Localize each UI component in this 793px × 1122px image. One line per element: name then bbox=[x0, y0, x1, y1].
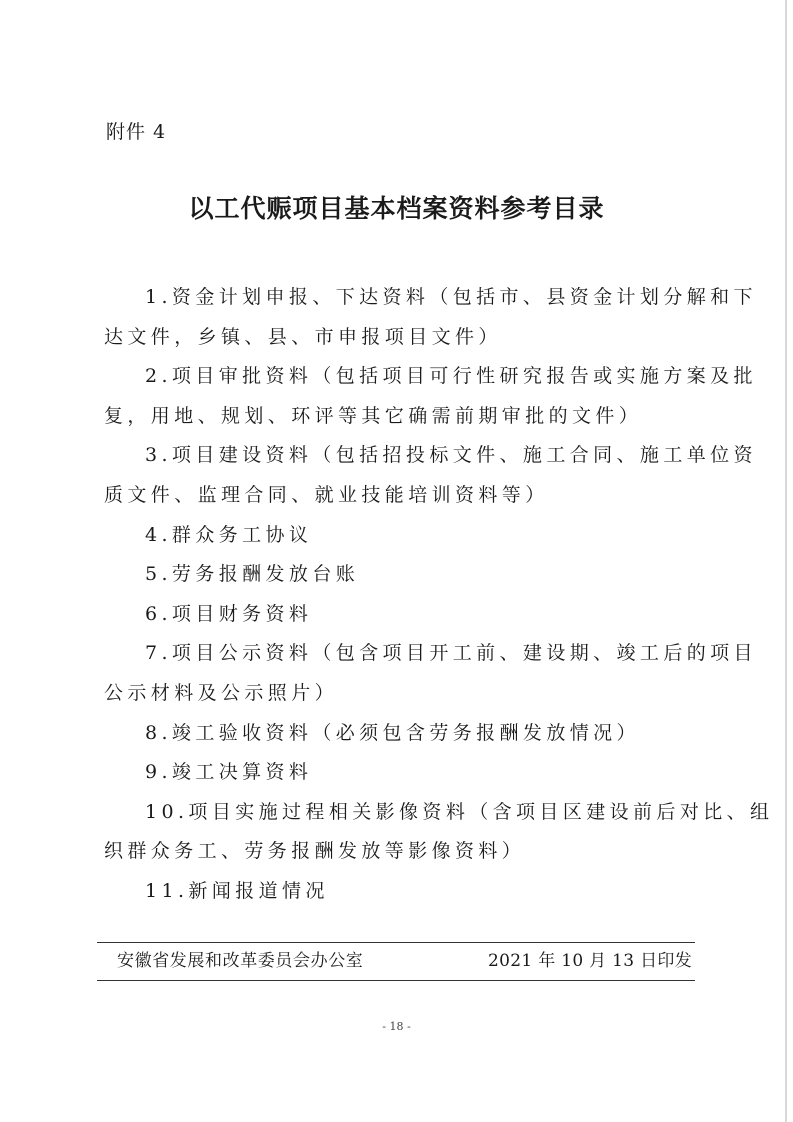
footer-bottom-rule bbox=[97, 980, 695, 981]
list-item-line: 11.新闻报道情况 bbox=[145, 879, 329, 902]
list-item bbox=[104, 872, 696, 912]
list-item-line: 达文件，乡镇、县、市申报项目文件） bbox=[104, 325, 502, 348]
list-item-line: 9.竣工决算资料 bbox=[145, 761, 313, 784]
page-edge-shadow bbox=[785, 0, 787, 1122]
list-item-line: 10.项目实施过程相关影像资料（含项目区建设前后对比、组 bbox=[145, 800, 774, 823]
catalog-list bbox=[104, 278, 774, 912]
list-item-line: 5.劳务报酬发放台账 bbox=[145, 563, 360, 586]
list-item bbox=[104, 357, 757, 436]
list-item-line: 8.竣工验收资料（必须包含劳务报酬发放情况） bbox=[145, 721, 640, 744]
list-item bbox=[104, 555, 696, 595]
list-item bbox=[104, 436, 757, 515]
list-item bbox=[104, 634, 757, 713]
attachment-label: 附件 4 bbox=[106, 121, 167, 143]
list-item-line: 1.资金计划申报、下达资料（包括市、县资金计划分解和下 bbox=[145, 286, 757, 308]
list-item bbox=[104, 793, 774, 872]
list-item-line: 织群众务工、劳务报酬发放等影像资料） bbox=[104, 840, 526, 863]
list-item bbox=[104, 714, 696, 754]
list-item-line: 7.项目公示资料（包含项目开工前、建设期、竣工后的项目 bbox=[145, 642, 757, 665]
list-item bbox=[104, 516, 696, 556]
page-number: - 18 - bbox=[382, 1020, 411, 1033]
list-item bbox=[104, 753, 696, 793]
list-item-line: 6.项目财务资料 bbox=[145, 602, 313, 625]
footer-top-rule bbox=[97, 942, 695, 943]
issue-date: 2021 年 10 月 13 日印发 bbox=[488, 951, 692, 971]
list-item-line: 4.群众务工协议 bbox=[145, 523, 313, 546]
list-item-line: 2.项目审批资料（包括项目可行性研究报告或实施方案及批 bbox=[145, 365, 757, 388]
list-item-line: 质文件、监理合同、就业技能培训资料等） bbox=[104, 483, 549, 506]
list-item-line: 3.项目建设资料（包括招投标文件、施工合同、施工单位资 bbox=[145, 444, 757, 467]
list-item-line: 公示材料及公示照片） bbox=[104, 681, 339, 704]
list-item bbox=[104, 278, 757, 357]
list-item-line: 复，用地、规划、环评等其它确需前期审批的文件） bbox=[104, 404, 643, 427]
document-title: 以工代赈项目基本档案资料参考目录 bbox=[188, 194, 605, 223]
issuer-office: 安徽省发展和改革委员会办公室 bbox=[117, 951, 364, 971]
list-item bbox=[104, 595, 696, 635]
